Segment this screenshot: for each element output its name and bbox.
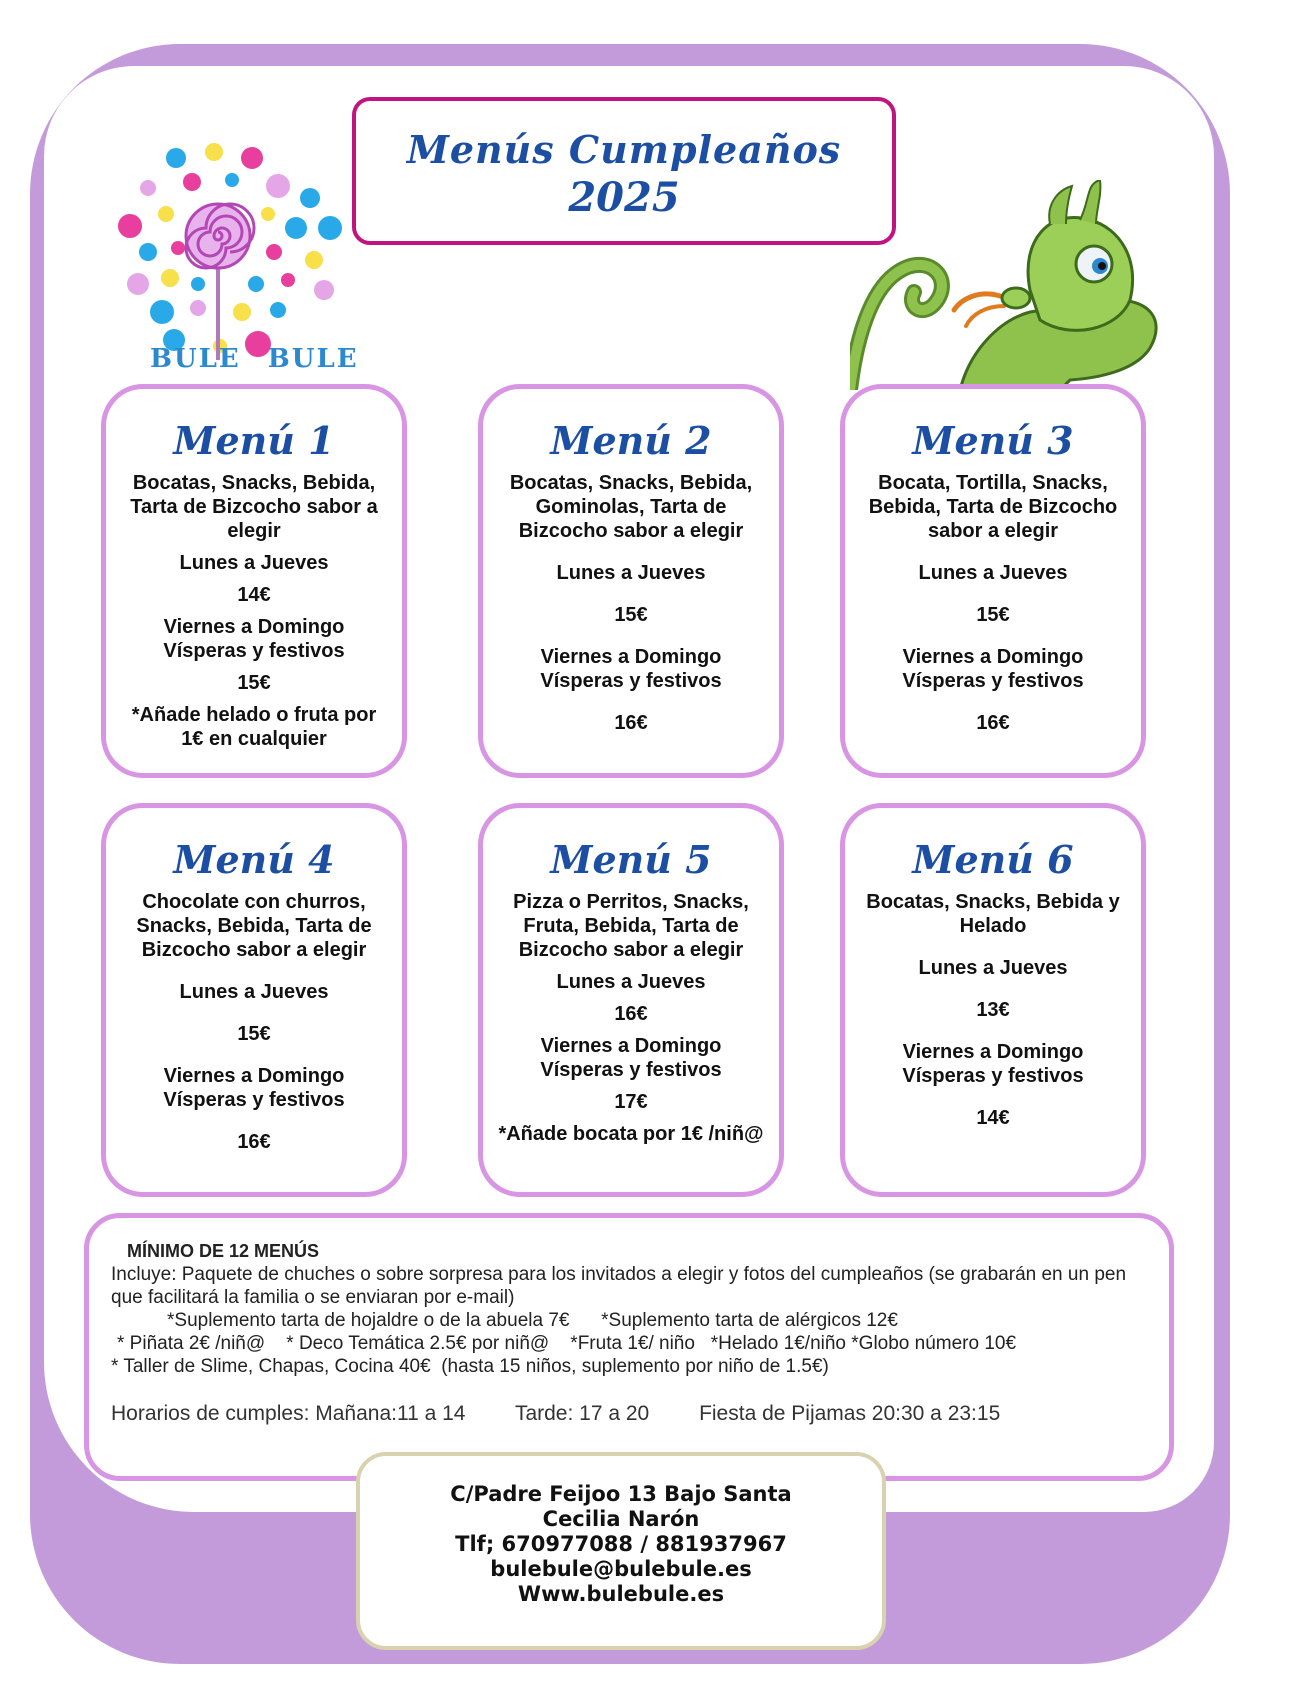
menu-title: Menú 2	[550, 418, 712, 463]
menu-description: Pizza o Perritos, Snacks, Fruta, Bebida, Tarta de Bizcocho sabor a elegir	[513, 891, 749, 961]
supplements-line-2: * Piñata 2€ /niñ@ * Deco Temática 2.5€ por niñ@ *Fruta 1€/ niño *Helado 1€/niño *Globo número 10€	[117, 1333, 1017, 1354]
email-link[interactable]: bulebule@bulebule.es	[490, 1557, 752, 1581]
weekday-label: Lunes a Jueves	[918, 562, 1068, 584]
weekend-label: Viernes a Domingo Vísperas y festivos	[902, 646, 1084, 692]
menu-description: Bocatas, Snacks, Bebida, Gominolas, Tarta de Bizcocho sabor a elegir	[509, 472, 753, 542]
supplements-line-1: *Suplemento tarta de hojaldre o de la abuela 7€ *Suplemento tarta de alérgicos 12€	[167, 1310, 898, 1331]
menu-card-3	[840, 384, 1146, 778]
weekday-price: 16€	[614, 1003, 648, 1025]
address-line-1: C/Padre Feijoo 13 Bajo Santa	[450, 1482, 792, 1506]
weekday-label: Lunes a Jueves	[556, 562, 706, 584]
title-line-1: Menús Cumpleaños	[406, 127, 842, 172]
menu-card-4	[101, 803, 407, 1197]
menu-title: Menú 4	[173, 837, 335, 882]
weekday-price: 13€	[976, 999, 1010, 1021]
weekend-label: Viernes a Domingo Vísperas y festivos	[540, 646, 722, 692]
contact-box	[356, 1452, 886, 1650]
menu-card-6	[840, 803, 1146, 1197]
menu-description: Chocolate con churros, Snacks, Bebida, Tarta de Bizcocho sabor a elegir	[136, 891, 372, 961]
menu-note: *Añade helado o fruta por 1€ en cualquier	[131, 704, 377, 750]
page-title	[352, 97, 896, 245]
menu-card-2	[478, 384, 784, 778]
weekday-price: 15€	[976, 604, 1010, 626]
menu-card-1	[101, 384, 407, 778]
weekend-label: Viernes a Domingo Vísperas y festivos	[163, 616, 345, 662]
hours-afternoon: Tarde: 17 a 20	[514, 1402, 650, 1425]
weekend-price: 17€	[614, 1091, 648, 1113]
weekend-price: 16€	[237, 1131, 271, 1153]
weekend-label: Viernes a Domingo Vísperas y festivos	[163, 1065, 345, 1111]
menu-title: Menú 1	[173, 418, 335, 463]
phone-numbers: Tlf; 670977088 / 881937967	[455, 1532, 787, 1556]
menu-card-5	[478, 803, 784, 1197]
minimum-menus-heading: MÍNIMO DE 12 MENÚS	[127, 1241, 320, 1261]
menu-note: *Añade bocata por 1€ /niñ@	[498, 1123, 764, 1145]
dragon-illustration-icon	[850, 180, 1170, 390]
schedule-hours	[111, 1402, 1145, 1425]
weekend-label: Viernes a Domingo Vísperas y festivos	[540, 1035, 722, 1081]
website-link[interactable]: Www.bulebule.es	[517, 1582, 725, 1606]
supplements-line-3: * Taller de Slime, Chapas, Cocina 40€ (hasta 15 niños, suplemento por niño de 1.5€)	[111, 1356, 829, 1377]
brand-name: BULE BULE	[150, 344, 359, 374]
title-line-2: 2025	[568, 174, 680, 221]
address-line-2: Cecilia Narón	[542, 1507, 700, 1531]
weekend-price: 15€	[237, 672, 271, 694]
hours-pajamas: Fiesta de Pijamas 20:30 a 23:15	[699, 1402, 1001, 1425]
weekday-label: Lunes a Jueves	[179, 981, 329, 1003]
weekend-price: 16€	[614, 712, 648, 734]
menu-description: Bocata, Tortilla, Snacks, Bebida, Tarta de Bizcocho sabor a elegir	[868, 472, 1118, 542]
weekday-price: 14€	[237, 584, 271, 606]
weekday-price: 15€	[614, 604, 648, 626]
menu-description: Bocatas, Snacks, Bebida y Helado	[866, 891, 1120, 937]
weekday-price: 15€	[237, 1023, 271, 1045]
weekend-price: 16€	[976, 712, 1010, 734]
weekday-label: Lunes a Jueves	[918, 957, 1068, 979]
weekday-label: Lunes a Jueves	[556, 971, 706, 993]
info-section	[84, 1213, 1174, 1481]
hours-morning: Horarios de cumples: Mañana:11 a 14	[111, 1402, 466, 1425]
menu-title: Menú 6	[912, 837, 1074, 882]
weekend-label: Viernes a Domingo Vísperas y festivos	[902, 1041, 1084, 1087]
menu-title: Menú 3	[912, 418, 1074, 463]
weekday-label: Lunes a Jueves	[179, 552, 329, 574]
menu-title: Menú 5	[550, 837, 712, 882]
includes-text: Incluye: Paquete de chuches o sobre sorpresa para los invitados a elegir y fotos del cumpleaños (se grabarán en un pen que facilitará la familia o se enviaran por e-mail)	[111, 1264, 1127, 1308]
weekend-price: 14€	[976, 1107, 1010, 1129]
menu-description: Bocatas, Snacks, Bebida, Tarta de Bizcocho sabor a elegir	[130, 472, 378, 542]
